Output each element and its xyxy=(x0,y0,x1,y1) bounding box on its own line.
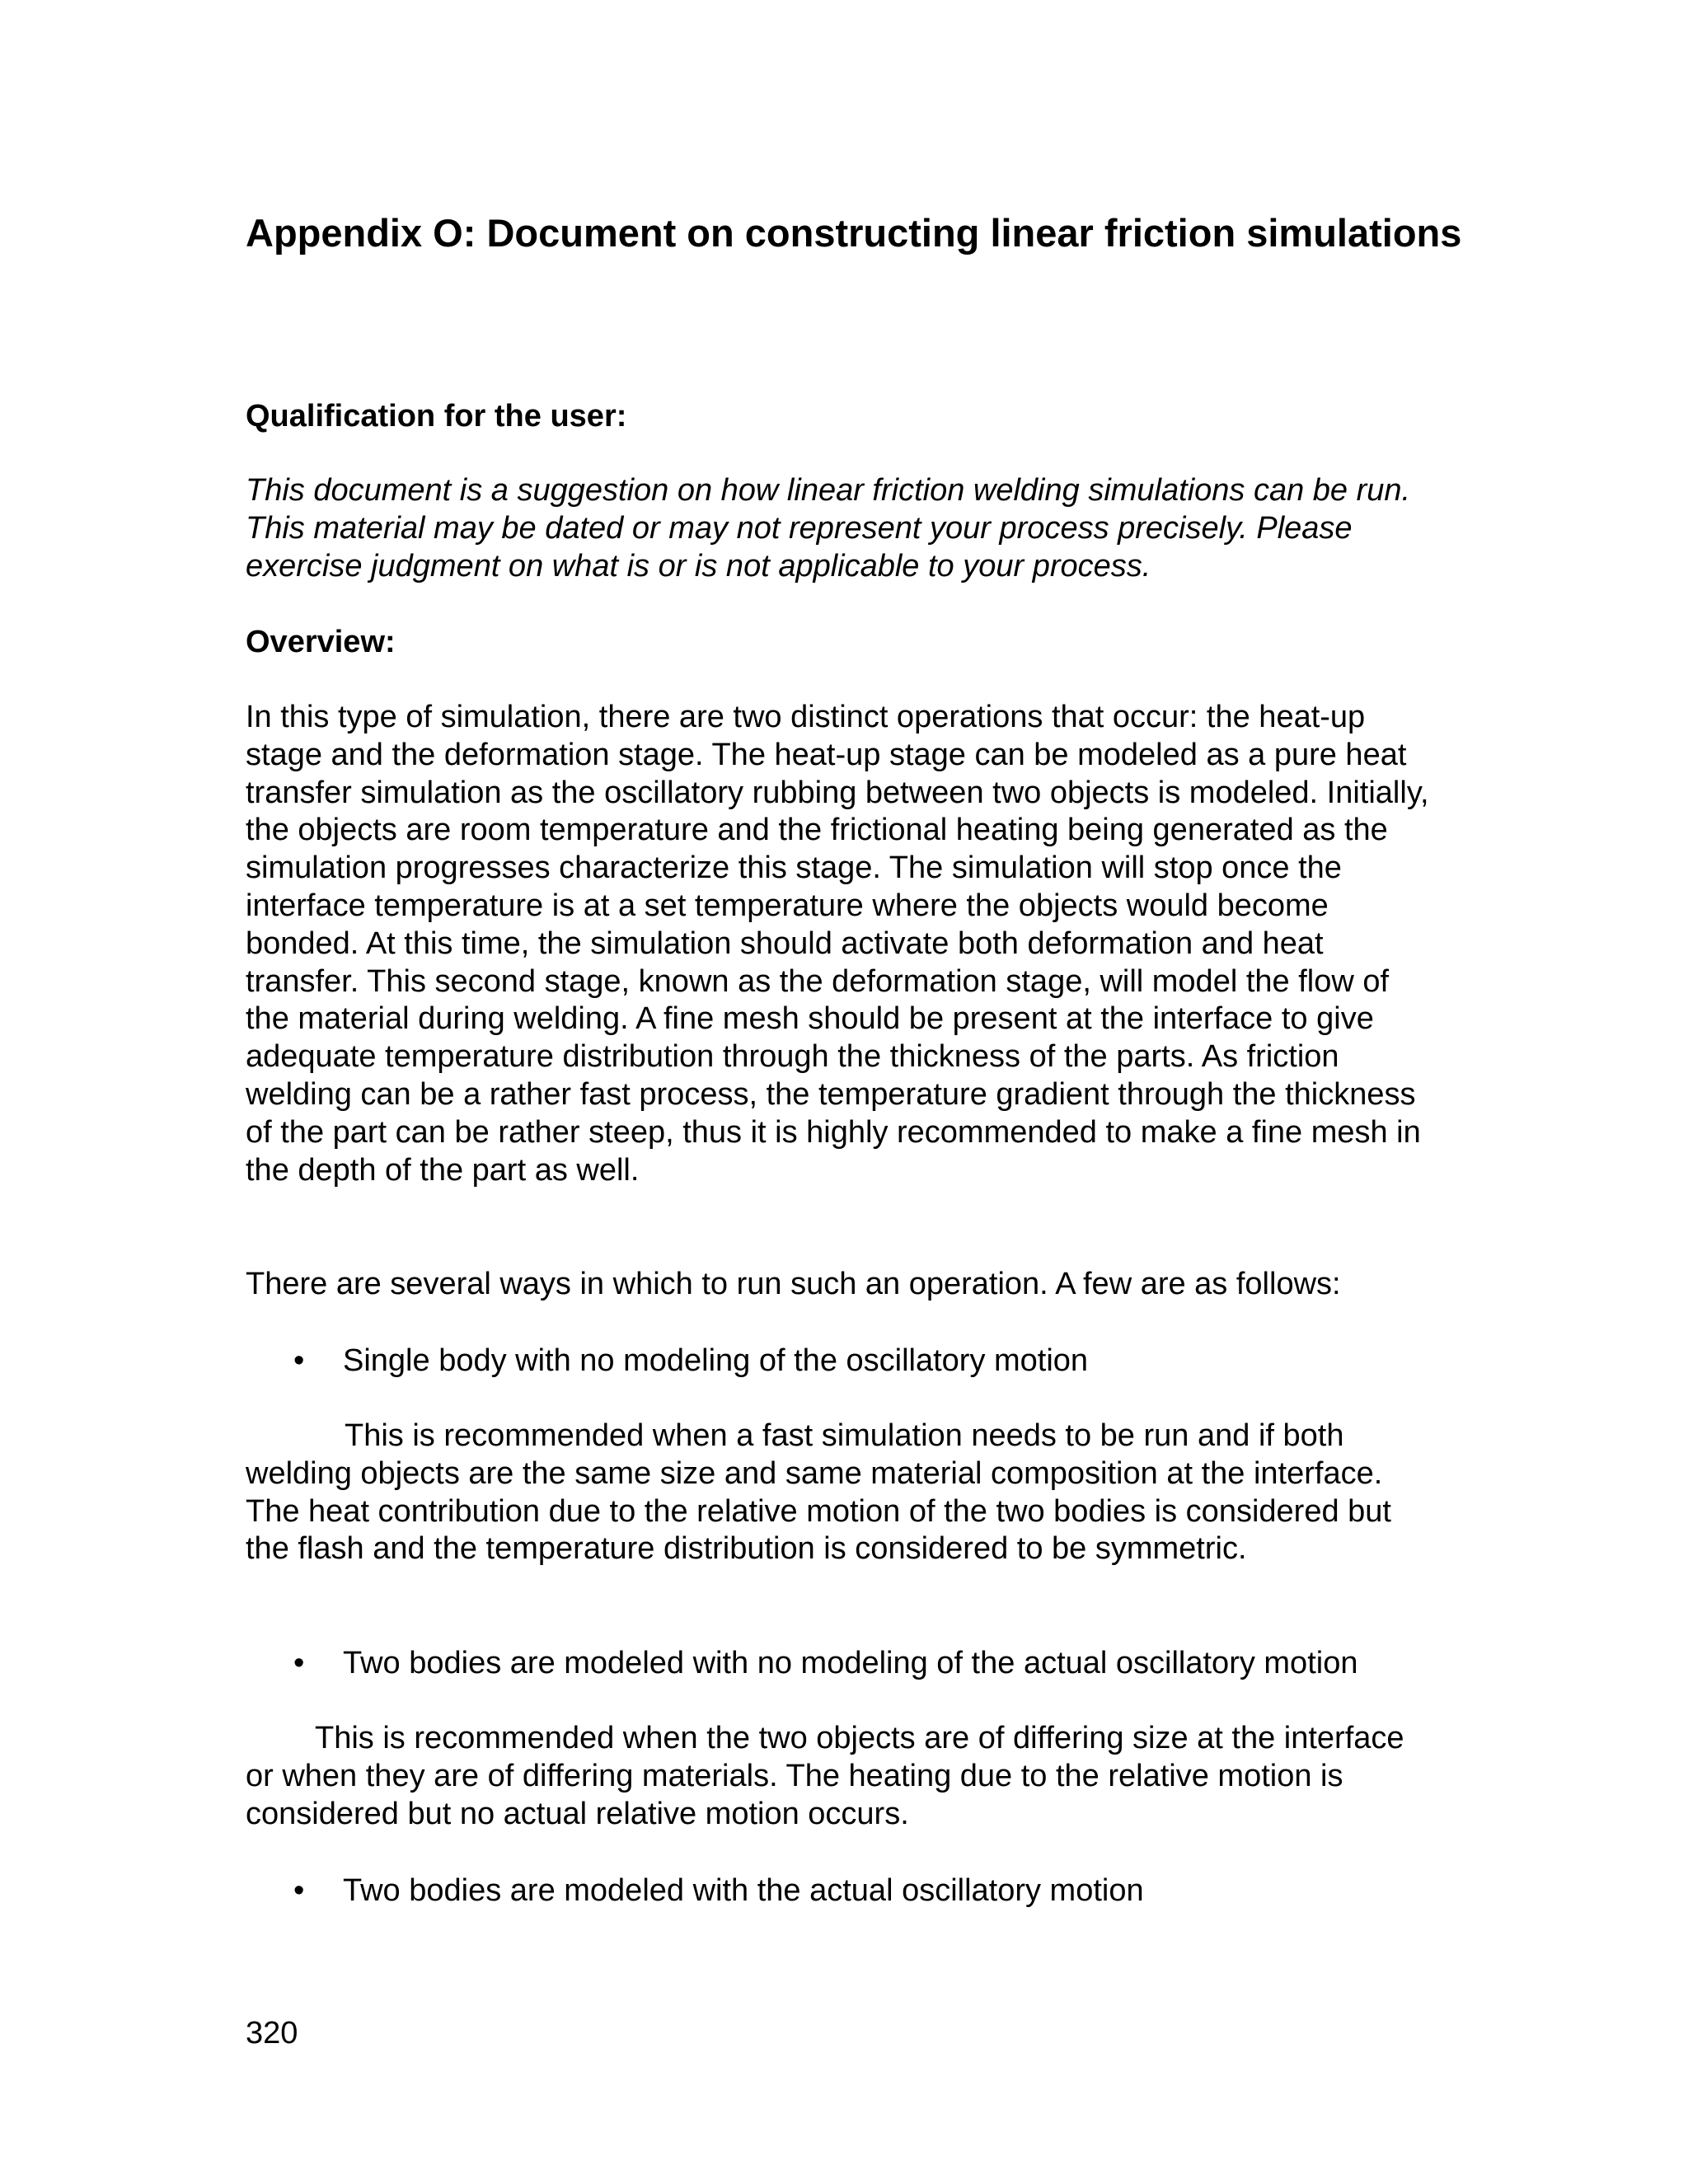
overview-heading: Overview: xyxy=(246,625,396,659)
overview-paragraph: In this type of simulation, there are two distinct operations that occur: the heat-up stage and the deformation stage. The heat-up stage can be modeled as a pure heat transfer simulation as the oscillatory rubbing between two objects is modeled. Initially, the objects are room temperature and the frictional heating being generated as the simulation progresses characterize this stage. The simulation will stop once the interface temperature is at a set temperature where the objects would become bonded. At this time, the simulation should activate both deformation and heat transfer. This second stage, known as the deformation stage, will model the flow of the material during welding. A fine mesh should be present at the interface to give adequate temperature distribution through the thickness of the parts. As friction welding can be a rather fast process, the temperature gradient through the thickness of the part can be rather steep, thus it is highly recommended to make a fine mesh in the depth of the part as well. xyxy=(246,700,1429,1188)
ways-intro: There are several ways in which to run such an operation. A few are as follows: xyxy=(246,1267,1341,1301)
qualification-text: This document is a suggestion on how linear friction welding simulations can be run. This material may be dated or may not represent your process precisely. Please exercise judgment on what is or is not applicable to your process. xyxy=(246,473,1411,583)
page-title: Appendix O: Document on constructing linear friction simulations xyxy=(246,211,1462,255)
list-item-label: Single body with no modeling of the oscillatory motion xyxy=(343,1343,1089,1378)
bullet-icon: • xyxy=(293,1873,305,1908)
bullet-icon: • xyxy=(293,1343,305,1378)
single-body-description: This is recommended when a fast simulation needs to be run and if both welding objects are the same size and same material composition at the interface. The heat contribution due to the relative motion of the two bodies is considered but the flash and the temperature distribution is considered to be symmetric. xyxy=(246,1418,1391,1567)
list-item-label: Two bodies are modeled with the actual oscillatory motion xyxy=(343,1873,1144,1908)
two-bodies-no-motion-description: This is recommended when the two objects are of differing size at the interface or when they are of differing materials. The heating due to the relative motion is considered but no actual relative motion occurs. xyxy=(246,1721,1404,1831)
qualification-heading: Qualification for the user: xyxy=(246,399,627,434)
list-item-label: Two bodies are modeled with no modeling of the actual oscillatory motion xyxy=(343,1646,1358,1680)
bullet-icon: • xyxy=(293,1646,305,1680)
page-number: 320 xyxy=(246,2016,298,2050)
